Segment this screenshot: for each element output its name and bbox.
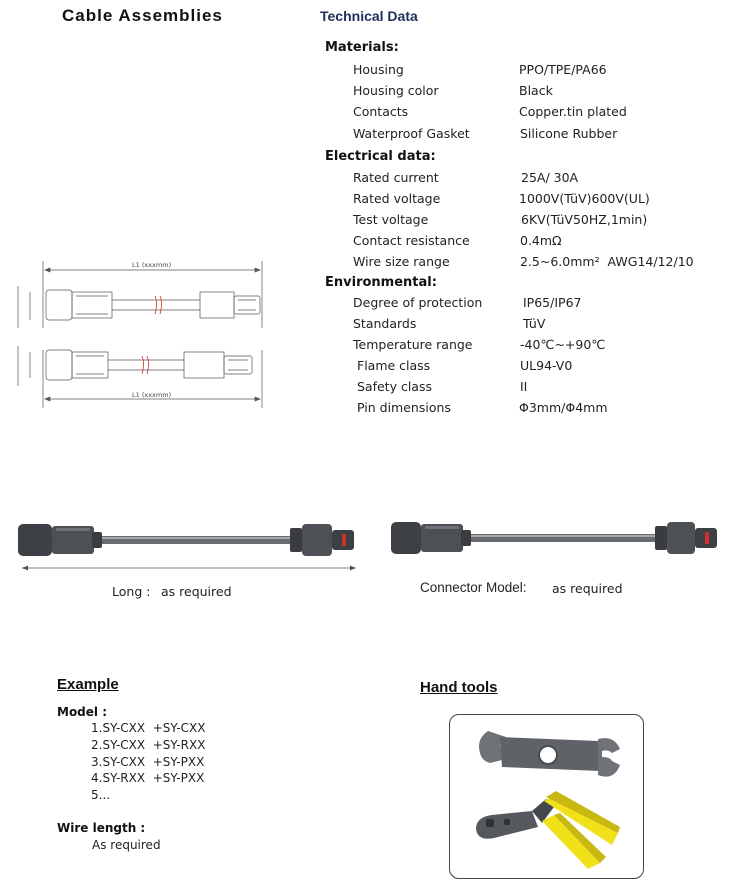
spec-value: 2.5~6.0mm² AWG14/12/10 [520, 254, 694, 269]
model-item: 5... [91, 788, 111, 802]
spec-value: 25A/ 30A [521, 170, 579, 185]
spec-label: Rated current [353, 170, 439, 185]
model-item: 3.SY-CXX +SY-PXX [91, 755, 205, 769]
model-item: 2.SY-CXX +SY-RXX [91, 738, 206, 752]
spec-value: TüV [523, 316, 546, 331]
spec-label: Standards [353, 316, 417, 331]
spec-value: 0.4mΩ [520, 233, 562, 248]
section-heading-electrical: Electrical data: [325, 149, 436, 164]
wire-length-label: Wire length : [57, 821, 146, 835]
spec-label: Contact resistance [353, 233, 470, 248]
page-title: Cable Assemblies [62, 6, 223, 25]
spec-label: Waterproof Gasket [353, 126, 470, 141]
crimping-pliers-icon [476, 791, 620, 869]
spec-label: Temperature range [353, 337, 473, 352]
spec-label: Contacts [353, 104, 409, 119]
connector-model-label: Connector Model: [420, 580, 527, 595]
spec-value: UL94-V0 [520, 358, 573, 373]
spec-label: Safety class [357, 379, 432, 394]
dimension-label-bottom: L1 (xxxmm) [132, 391, 172, 399]
spec-value: Copper.tin plated [519, 104, 627, 119]
spec-label: Housing color [353, 83, 439, 98]
spec-label: Wire size range [353, 254, 450, 269]
technical-drawing [12, 258, 282, 418]
hand-tools-box [449, 714, 644, 879]
hand-tools-heading: Hand tools [420, 679, 498, 696]
cable-assembly-connector [389, 512, 721, 562]
spec-label: Flame class [357, 358, 431, 373]
dimension-label-top: L1 (xxxmm) [132, 261, 172, 269]
spec-value: IP65/IP67 [523, 295, 582, 310]
section-heading-environmental: Environmental: [325, 275, 437, 290]
spec-value: Φ3mm/Φ4mm [519, 400, 608, 415]
spec-label: Pin dimensions [357, 400, 451, 415]
cable-assembly-long [14, 512, 364, 572]
connector-model-value: as required [552, 581, 623, 596]
model-item: 1.SY-CXX +SY-CXX [91, 721, 206, 735]
spec-label: Rated voltage [353, 191, 441, 206]
spec-label: Test voltage [353, 212, 429, 227]
example-heading: Example [57, 676, 119, 693]
section-heading-materials: Materials: [325, 40, 399, 55]
spec-value: 1000V(TüV)600V(UL) [519, 191, 650, 206]
model-label: Model : [57, 705, 108, 719]
long-label: Long : [112, 584, 151, 599]
spec-value: -40℃~+90℃ [520, 337, 606, 352]
long-value: as required [161, 584, 232, 599]
spec-value: Silicone Rubber [520, 126, 618, 141]
spec-value: II [520, 379, 528, 394]
spec-label: Degree of protection [353, 295, 483, 310]
technical-data-title: Technical Data [320, 8, 418, 24]
spanner-icon [479, 731, 620, 777]
model-item: 4.SY-RXX +SY-PXX [91, 771, 205, 785]
spec-value: Black [519, 83, 553, 98]
spec-value: PPO/TPE/PA66 [519, 62, 607, 77]
wire-length-value: As required [92, 838, 161, 852]
spec-value: 6KV(TüV50HZ,1min) [521, 212, 648, 227]
spec-label: Housing [353, 62, 404, 77]
